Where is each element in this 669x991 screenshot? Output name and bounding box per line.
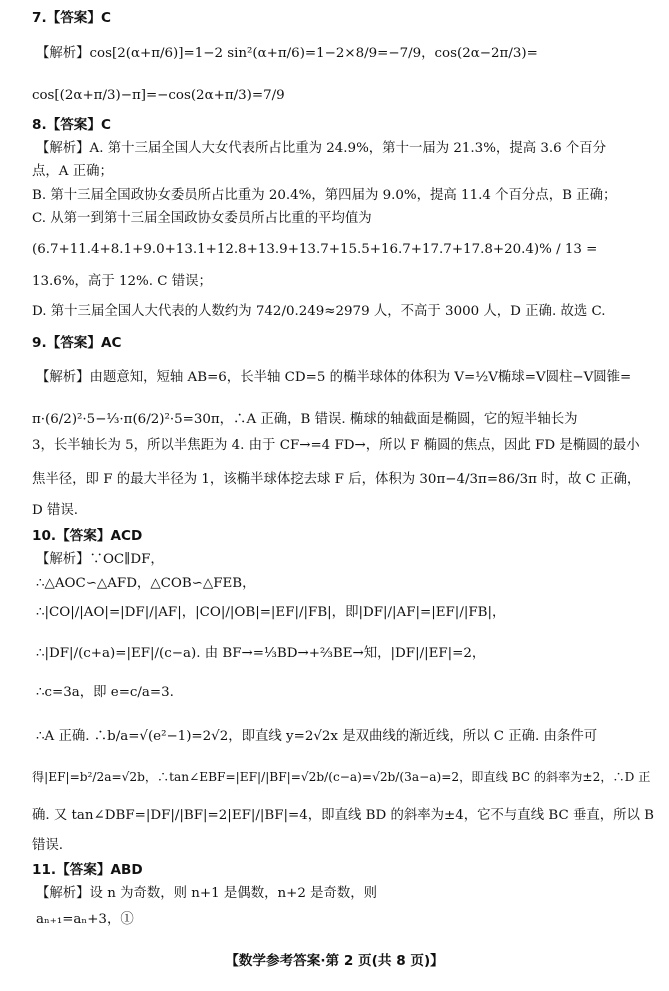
q9-explanation-line: π·(6/2)²·5−⅓·π(6/2)²·5=30π，∴A 正确，B 错误. 椭球的轴截面是椭圆，它的短半轴长为	[32, 412, 578, 427]
q9-explanation-line: 【解析】由题意知，短轴 AB=6，长半轴 CD=5 的椭半球体的体积为 V=½V椭球=V圆柱−V圆锥=	[36, 370, 632, 385]
q7-explanation-line: 【解析】cos[2(α+π/6)]=1−2 sin²(α+π/6)=1−2×8/9=−7/9，cos(2α−2π/3)=	[36, 46, 538, 61]
q7-answer: 7.【答案】C	[32, 10, 111, 26]
q10-explanation-line: ∴c=3a，即 e=c/a=3.	[36, 685, 174, 700]
q9-explanation-line: 3，长半轴长为 5，所以半焦距为 4. 由于 CF→=4 FD→，所以 F 椭圆的焦点，因此 FD 是椭圆的最小	[32, 438, 640, 453]
q10-explanation-line: ∴|CO|/|AO|=|DF|/|AF|，|CO|/|OB|=|EF|/|FB|，即|DF|/|AF|=|EF|/|FB|，	[36, 605, 506, 620]
q8-explanation-line: D. 第十三届全国人大代表的人数约为 742/0.249≈2979 人，不高于 3000 人，D 正确. 故选 C.	[32, 304, 606, 319]
q10-explanation-line: 得|EF|=b²/2a=√2b，∴tan∠EBF=|EF|/|BF|=√2b/(c−a)=√2b/(3a−a)=2，即直线 BC 的斜率为±2，∴D 正	[32, 770, 651, 784]
q8-answer: 8.【答案】C	[32, 117, 111, 133]
q8-explanation-line: 13.6%，高于 12%. C 错误；	[32, 274, 212, 289]
q8-explanation-line: 【解析】A. 第十三届全国人大女代表所占比重为 24.9%，第十一届为 21.3%，提高 3.6 个百分	[36, 141, 607, 156]
q8-explanation-line: 点，A 正确；	[32, 164, 113, 179]
q9-explanation-line: 焦半径，即 F 的最大半径为 1，该椭半球体挖去球 F 后，体积为 30π−4/3π=86/3π 时，故 C 正确，	[32, 472, 641, 487]
q9-answer: 9.【答案】AC	[32, 335, 122, 351]
q11-explanation-line: aₙ₊₁=aₙ+3，①	[36, 912, 134, 927]
q11-answer: 11.【答案】ABD	[32, 862, 143, 878]
q10-explanation-line: 错误.	[32, 838, 64, 853]
q10-explanation-line: 【解析】∵OC∥DF，	[36, 552, 164, 567]
q10-explanation-line: 确. 又 tan∠DBF=|DF|/|BF|=2|EF|/|BF|=4，即直线 BD 的斜率为±4，它不与直线 BC 垂直，所以 B	[32, 808, 654, 823]
q10-explanation-line: ∴△AOC∽△AFD，△COB∽△FEB，	[36, 576, 256, 591]
q8-average-formula: (6.7+11.4+8.1+9.0+13.1+12.8+13.9+13.7+15.5+16.7+17.7+17.8+20.4)% / 13 =	[32, 242, 598, 257]
q11-explanation-line: 【解析】设 n 为奇数，则 n+1 是偶数，n+2 是奇数，则	[36, 886, 378, 901]
q10-answer: 10.【答案】ACD	[32, 528, 143, 544]
page-footer: 【数学参考答案·第 2 页(共 8 页)】	[225, 953, 444, 969]
q10-explanation-line: ∴|DF|/(c+a)=|EF|/(c−a). 由 BF→=⅓BD→+⅔BE→知，|DF|/|EF|=2，	[36, 646, 486, 661]
q8-explanation-line: B. 第十三届全国政协女委员所占比重为 20.4%，第四届为 9.0%，提高 11.4 个百分点，B 正确；	[32, 188, 617, 203]
q10-explanation-line: ∴A 正确. ∴b/a=√(e²−1)=2√2，即直线 y=2√2x 是双曲线的渐近线，所以 C 正确. 由条件可	[36, 729, 598, 744]
q8-explanation-line: C. 从第一到第十三届全国政协女委员所占比重的平均值为	[32, 211, 372, 226]
q9-explanation-line: D 错误.	[32, 503, 79, 518]
q7-explanation-line: cos[(2α+π/3)−π]=−cos(2α+π/3)=7/9	[32, 88, 285, 103]
